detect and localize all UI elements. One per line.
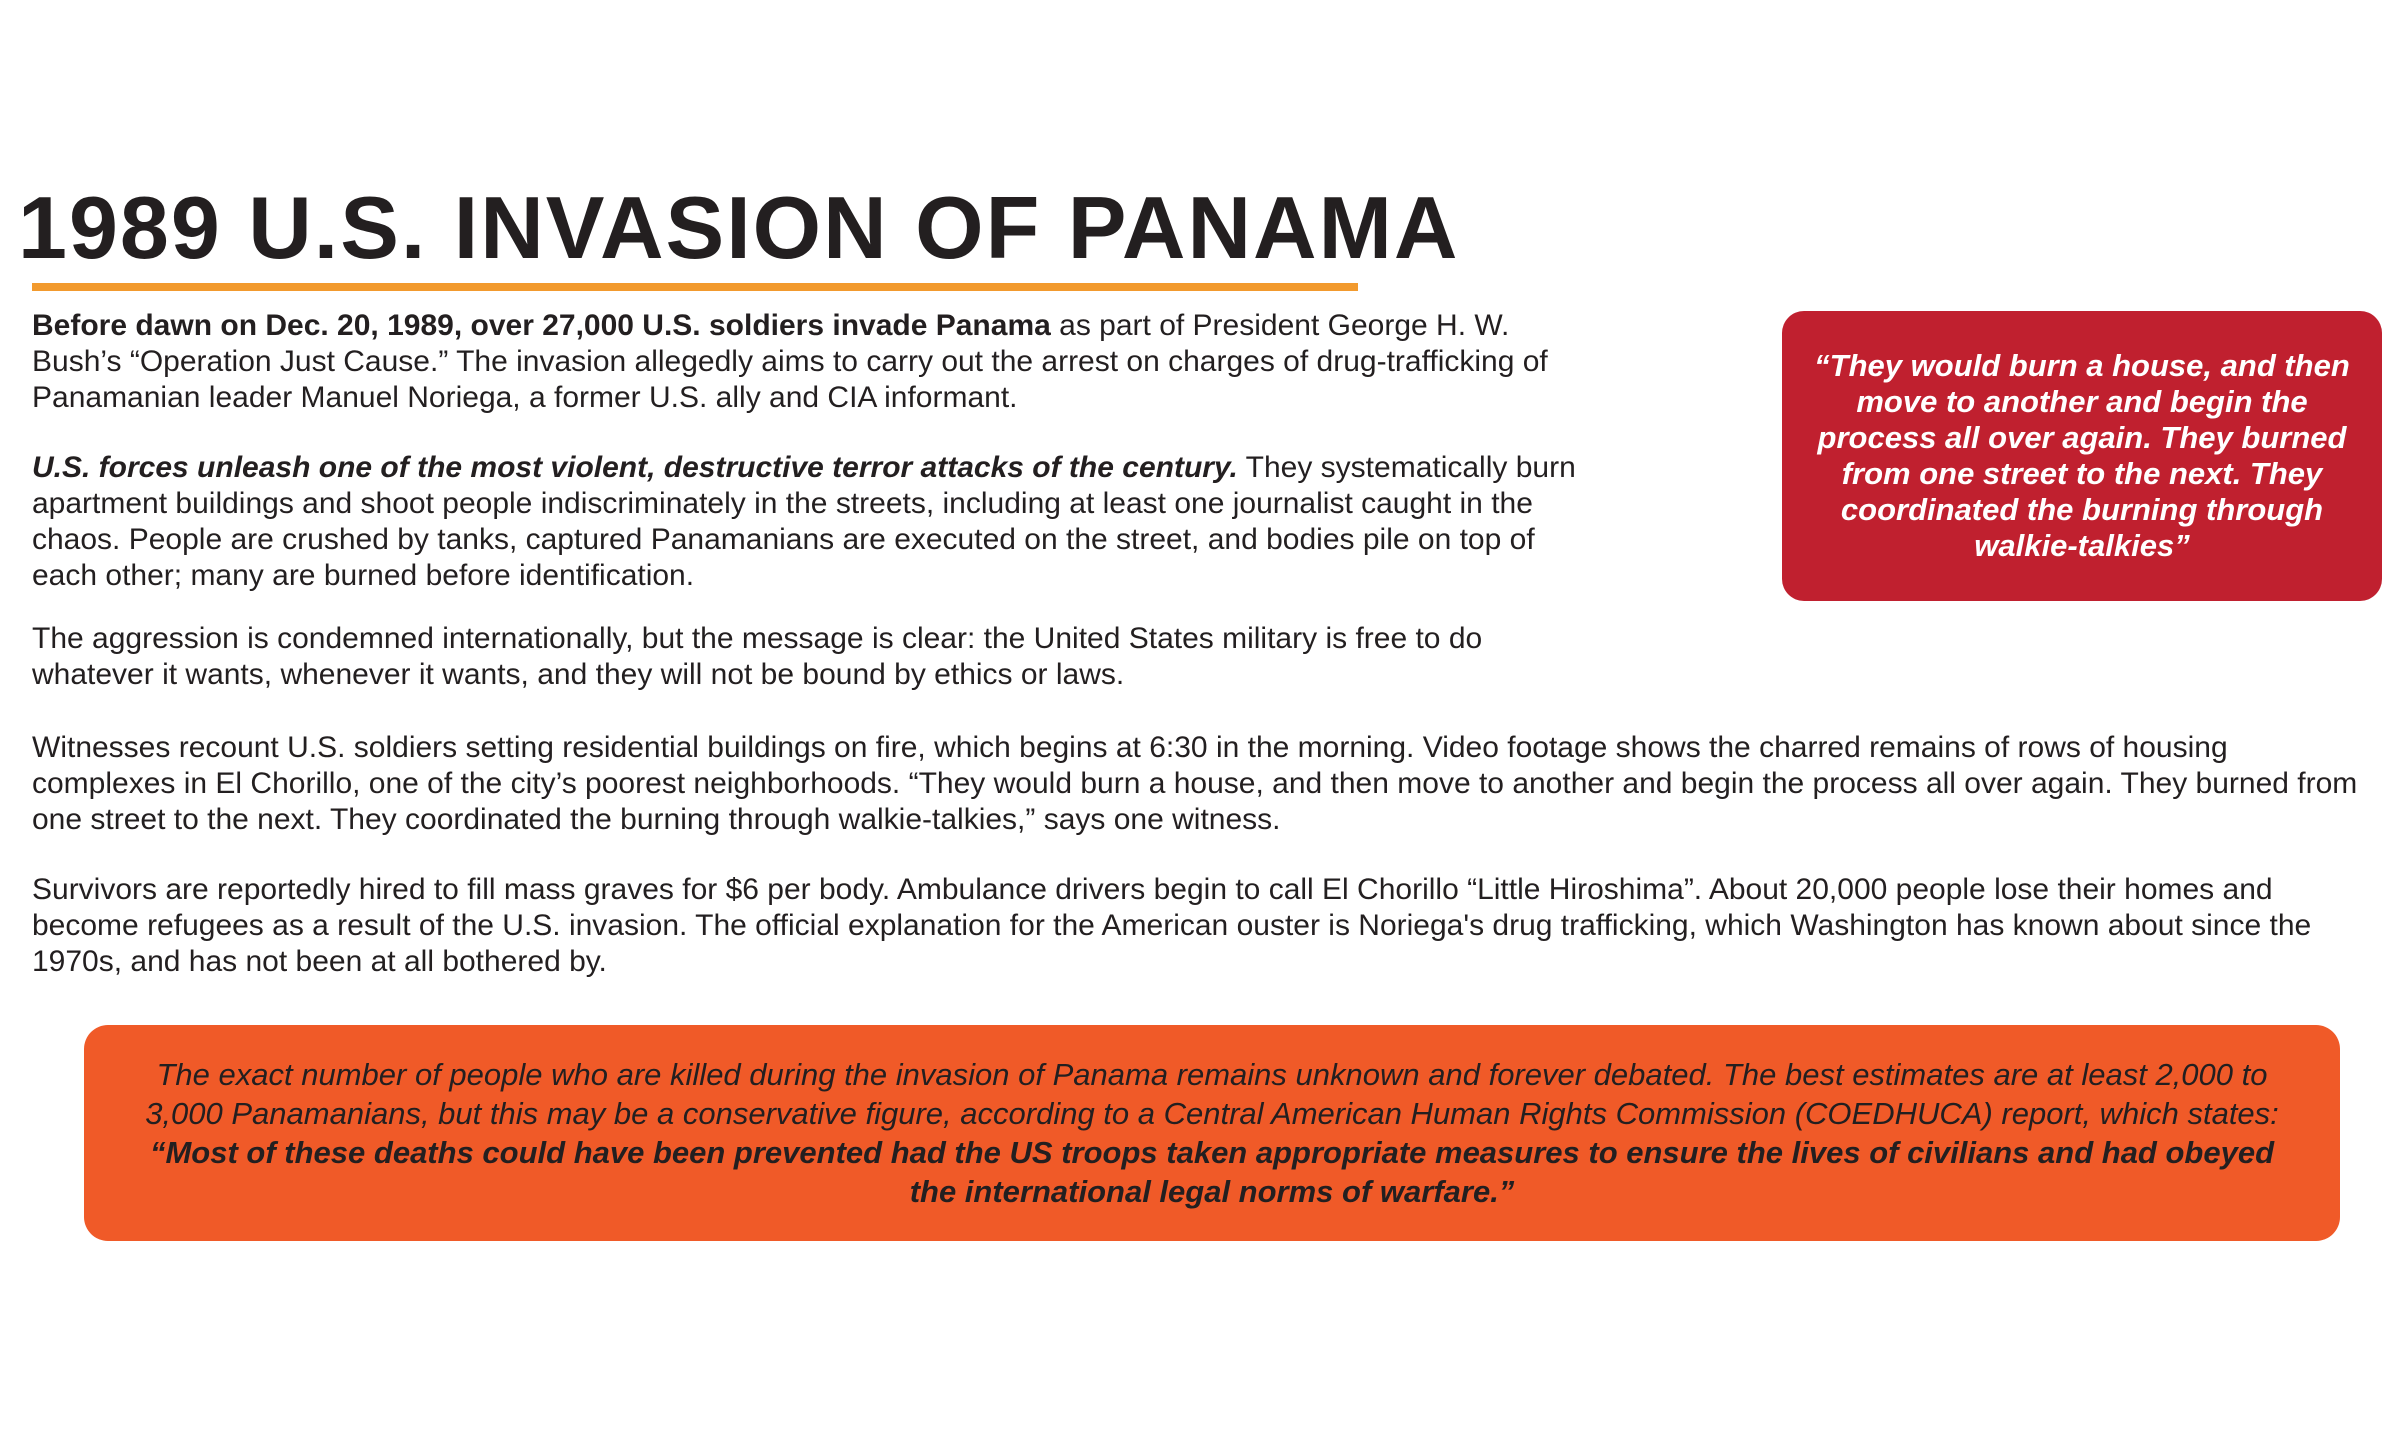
banner-text <box>144 1055 2280 1211</box>
banner-quote: “Most of these deaths could have been prevented had the US troops taken appropriate measures to ensure the lives of civilians and had obeyed the international legal norms of warfare.” <box>149 1135 2275 1209</box>
title-underline <box>32 283 1358 291</box>
death-toll-banner <box>84 1025 2340 1241</box>
paragraph-lead-bold-italic: U.S. forces unleash one of the most violent, destructive terror attacks of the century. <box>32 451 1238 484</box>
pull-quote-text: “They would burn a house, and then move to another and begin the process all over again. They burned from one street to the next. They coordinated the burning through walkie-talkies” <box>1814 348 2350 563</box>
paragraph-lead-bold: Before dawn on Dec. 20, 1989, over 27,000 U.S. soldiers invade Panama <box>32 309 1051 342</box>
paragraph-body: as part of President George H. W. Bush’s “Operation Just Cause.” The invasion allegedly aims to carry out the arrest on charges of drug-trafficking of Panamanian leader Manuel Noriega, a former U.S. ally and CIA informant. <box>32 309 1548 414</box>
paragraph-condemnation: The aggression is condemned internationally, but the message is clear: the United States military is free to do whatever it wants, whenever it wants, and they will not be bound by ethics or laws. <box>32 622 1483 691</box>
banner-intro: The exact number of people who are killed during the invasion of Panama remains unknown and forever debated. The best estimates are at least 2,000 to 3,000 Panamanians, but this may be a conservative figure, according to a Central American Human Rights Commission (COEDHUCA) report, which states: <box>145 1057 2279 1131</box>
paragraph-invasion-intro <box>32 308 1592 416</box>
pull-quote-box <box>1782 311 2382 601</box>
paragraph-witnesses: Witnesses recount U.S. soldiers setting residential buildings on fire, which begins at 6:30 in the morning. Video footage shows the charred remains of rows of housing complexes in El Chorillo, one of the city’s poorest neighborhoods. “They would burn a house, and then move to another and begin the process all over again. They burned from one street to the next. They coordinated the burning through walkie-talkies,” says one witness. <box>32 731 2358 836</box>
paragraph-body: They systematically burn apartment buildings and shoot people indiscriminately in the streets, including at least one journalist caught in the chaos. People are crushed by tanks, captured Panamanians are executed on the street, and bodies pile on top of each other; many are burned before identification. <box>32 451 1576 592</box>
paragraph-survivors: Survivors are reportedly hired to fill mass graves for $6 per body. Ambulance drivers begin to call El Chorillo “Little Hiroshima”. About 20,000 people lose their homes and become refugees as a result of the U.S. invasion. The official explanation for the American ouster is Noriega's drug trafficking, which Washington has known about since the 1970s, and has not been at all bothered by. <box>32 873 2312 978</box>
paragraph-terror-attacks <box>32 450 1592 594</box>
page-title: 1989 U.S. INVASION OF PANAMA <box>18 178 1460 277</box>
